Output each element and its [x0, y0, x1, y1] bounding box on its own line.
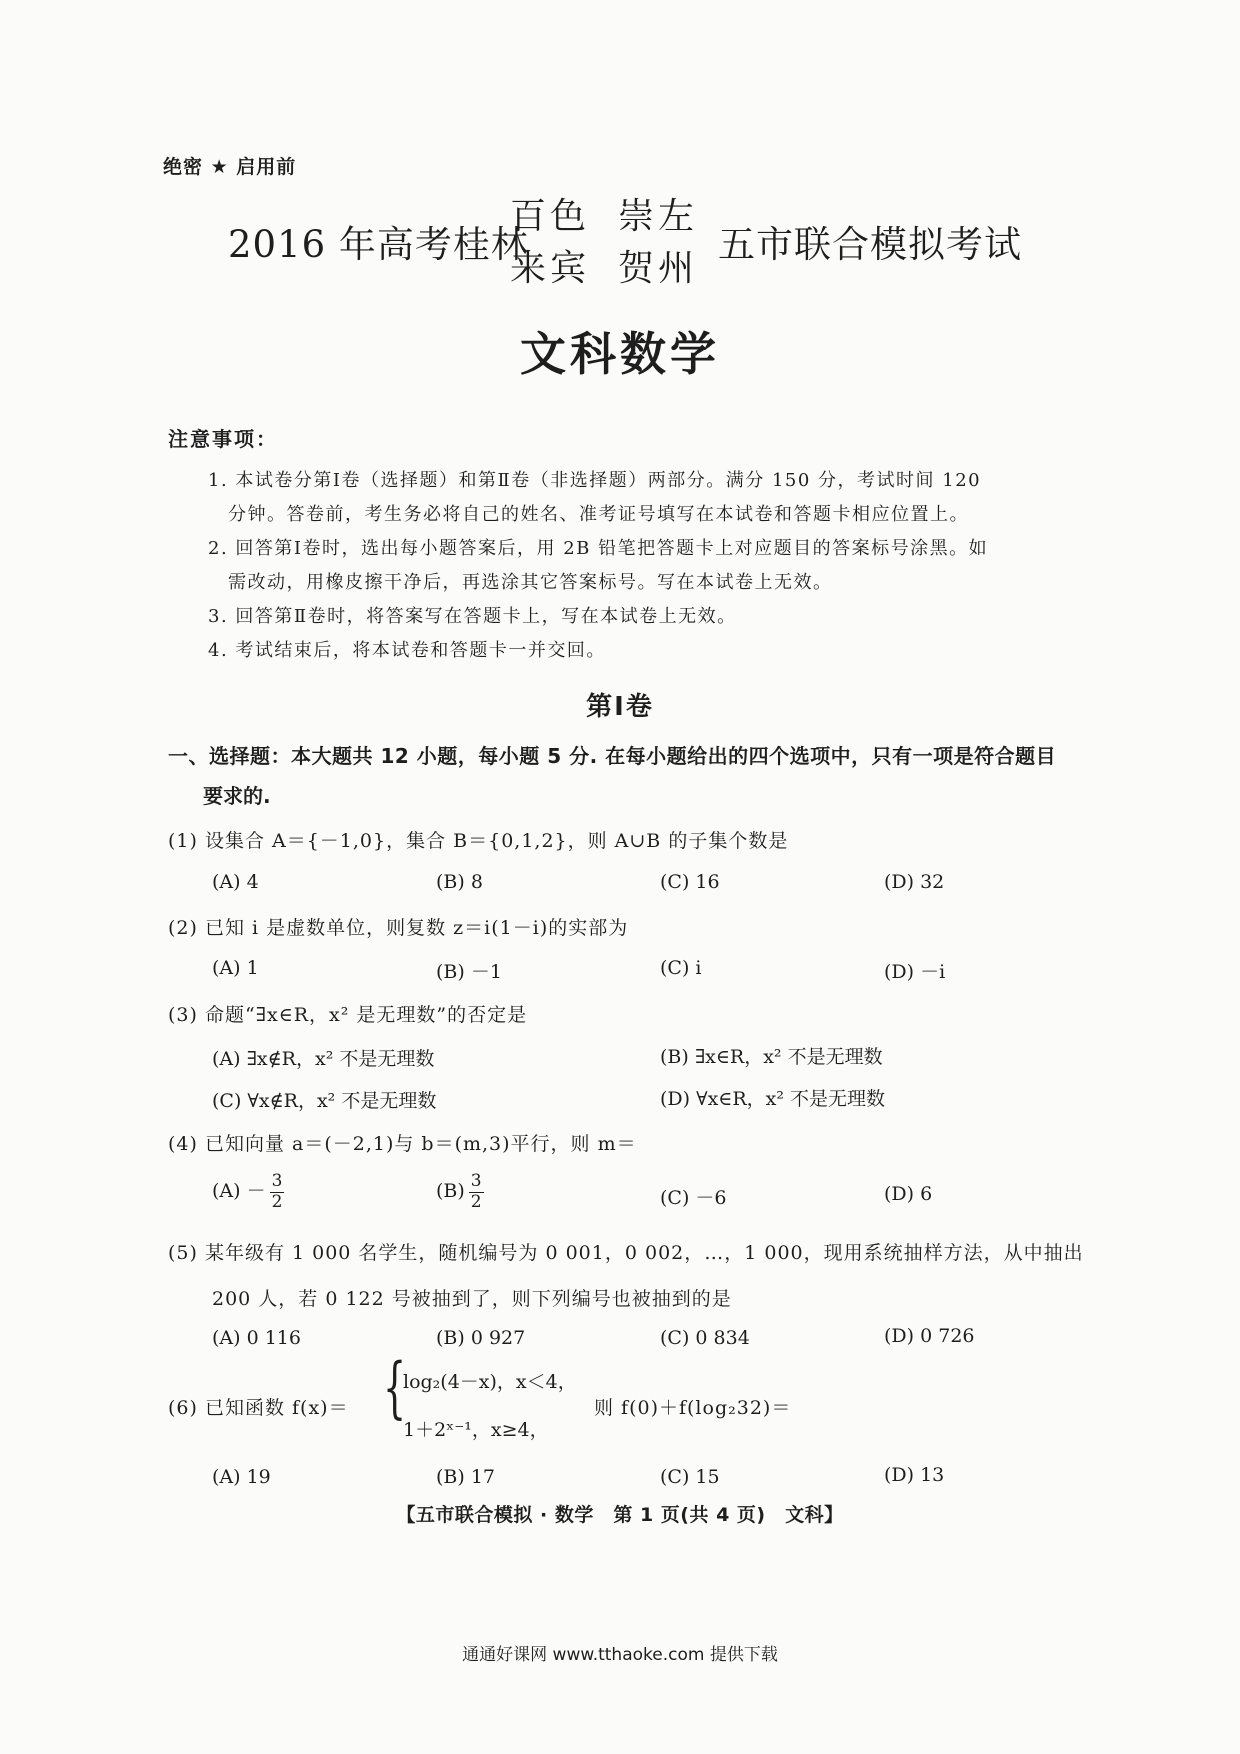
notice-line: 2. 回答第Ⅰ卷时，选出每小题答案后，用 2B 铅笔把答题卡上对应题目的答案标号涂黑。如 [208, 538, 989, 559]
question-4-option-c: (C) －6 [660, 1187, 727, 1209]
question-1-option-c: (C) 16 [660, 871, 720, 893]
subject-title: 文科数学 [520, 327, 720, 381]
download-credit: 通通好课网 www.tthaoke.com 提供下载 [462, 1645, 778, 1665]
question-2-option-c: (C) i [660, 957, 702, 979]
section-heading-cont: 要求的. [203, 784, 271, 808]
question-6-stem-tail: 则 f(0)＋f(log₂32)＝ [594, 1397, 792, 1419]
question-2-option-d: (D) －i [884, 961, 946, 983]
city-laibin: 来宾 [510, 248, 591, 289]
fraction-denominator: 2 [470, 1191, 482, 1212]
question-6-option-c: (C) 15 [660, 1466, 720, 1488]
question-4-option-d: (D) 6 [884, 1183, 933, 1205]
question-4-stem: (4) 已知向量 a＝(－2,1)与 b＝(m,3)平行，则 m＝ [168, 1133, 637, 1155]
notice-line: 4. 考试结束后，将本试卷和答题卡一并交回。 [208, 640, 606, 661]
question-3-option-c: (C) ∀x∉R，x² 不是无理数 [212, 1090, 437, 1112]
volume-title: 第Ⅰ卷 [586, 692, 654, 722]
question-1-option-d: (D) 32 [884, 871, 945, 893]
fraction [469, 1172, 484, 1212]
question-3-option-a: (A) ∃x∉R，x² 不是无理数 [212, 1048, 435, 1070]
option-b-label: (B) [436, 1180, 465, 1203]
question-1-option-b: (B) 8 [436, 871, 483, 893]
question-2-option-b: (B) －1 [436, 961, 502, 983]
option-a-label: (A) － [212, 1180, 266, 1203]
question-2-option-a: (A) 1 [212, 957, 259, 979]
question-2-stem: (2) 已知 i 是虚数单位，则复数 z＝i(1－i)的实部为 [168, 917, 629, 939]
confidential-label: 绝密 ★ 启用前 [163, 156, 297, 178]
question-5-option-b: (B) 0 927 [436, 1327, 526, 1349]
question-5-stem: (5) 某年级有 1 000 名学生，随机编号为 0 001，0 002，…，1 000，现用系统抽样方法，从中抽出 [168, 1242, 1084, 1264]
question-6-option-a: (A) 19 [212, 1466, 271, 1488]
fraction-numerator: 3 [470, 1171, 482, 1191]
question-5-option-d: (D) 0 726 [884, 1325, 975, 1347]
question-6-stem: (6) 已知函数 f(x)＝ [168, 1397, 349, 1419]
piecewise-brace: { [383, 1349, 407, 1426]
notice-line: 3. 回答第Ⅱ卷时，将答案写在答题卡上，写在本试卷上无效。 [208, 606, 737, 627]
question-5-option-c: (C) 0 834 [660, 1327, 750, 1349]
question-1-stem: (1) 设集合 A＝{－1,0}，集合 B＝{0,1,2}，则 A∪B 的子集个数是 [168, 830, 789, 852]
city-chongzuo: 崇左 [618, 196, 699, 237]
question-4-option-b [436, 1172, 484, 1212]
page-footer: 【五市联合模拟 · 数学 第 1 页(共 4 页) 文科】 [396, 1504, 844, 1526]
question-3-stem: (3) 命题“∃x∈R，x² 是无理数”的否定是 [168, 1004, 528, 1026]
question-3-option-d: (D) ∀x∈R，x² 不是无理数 [660, 1088, 886, 1110]
question-5-option-a: (A) 0 116 [212, 1327, 301, 1349]
exam-title-left: 2016 年高考桂林 [228, 223, 529, 266]
question-1-option-a: (A) 4 [212, 871, 259, 893]
fraction-numerator: 3 [271, 1171, 283, 1191]
city-hezhou: 贺州 [618, 248, 699, 289]
question-5-stem-cont: 200 人，若 0 122 号被抽到了，则下列编号也被抽到的是 [212, 1288, 732, 1310]
question-6-option-b: (B) 17 [436, 1466, 496, 1488]
piecewise-case-2: 1＋2ˣ⁻¹，x≥4， [403, 1419, 549, 1441]
fraction-denominator: 2 [271, 1191, 283, 1212]
question-6-option-d: (D) 13 [884, 1464, 945, 1486]
notice-heading: 注意事项： [168, 427, 278, 451]
notice-line: 分钟。答卷前，考生务必将自己的姓名、准考证号填写在本试卷和答题卡相应位置上。 [228, 504, 969, 525]
fraction [270, 1172, 285, 1212]
piecewise-case-1: log₂(4－x)，x＜4， [403, 1371, 577, 1393]
exam-title-right: 五市联合模拟考试 [718, 223, 1022, 266]
notice-line: 1. 本试卷分第Ⅰ卷（选择题）和第Ⅱ卷（非选择题）两部分。满分 150 分，考试时间 120 [208, 470, 982, 491]
question-4-option-a [212, 1172, 284, 1212]
notice-line: 需改动，用橡皮擦干净后，再选涂其它答案标号。写在本试卷上无效。 [228, 572, 833, 593]
question-3-option-b: (B) ∃x∈R，x² 不是无理数 [660, 1046, 883, 1068]
city-baise: 百色 [510, 196, 591, 237]
section-heading: 一、选择题：本大题共 12 小题，每小题 5 分. 在每小题给出的四个选项中，只有一项是符合题目 [168, 744, 1057, 768]
